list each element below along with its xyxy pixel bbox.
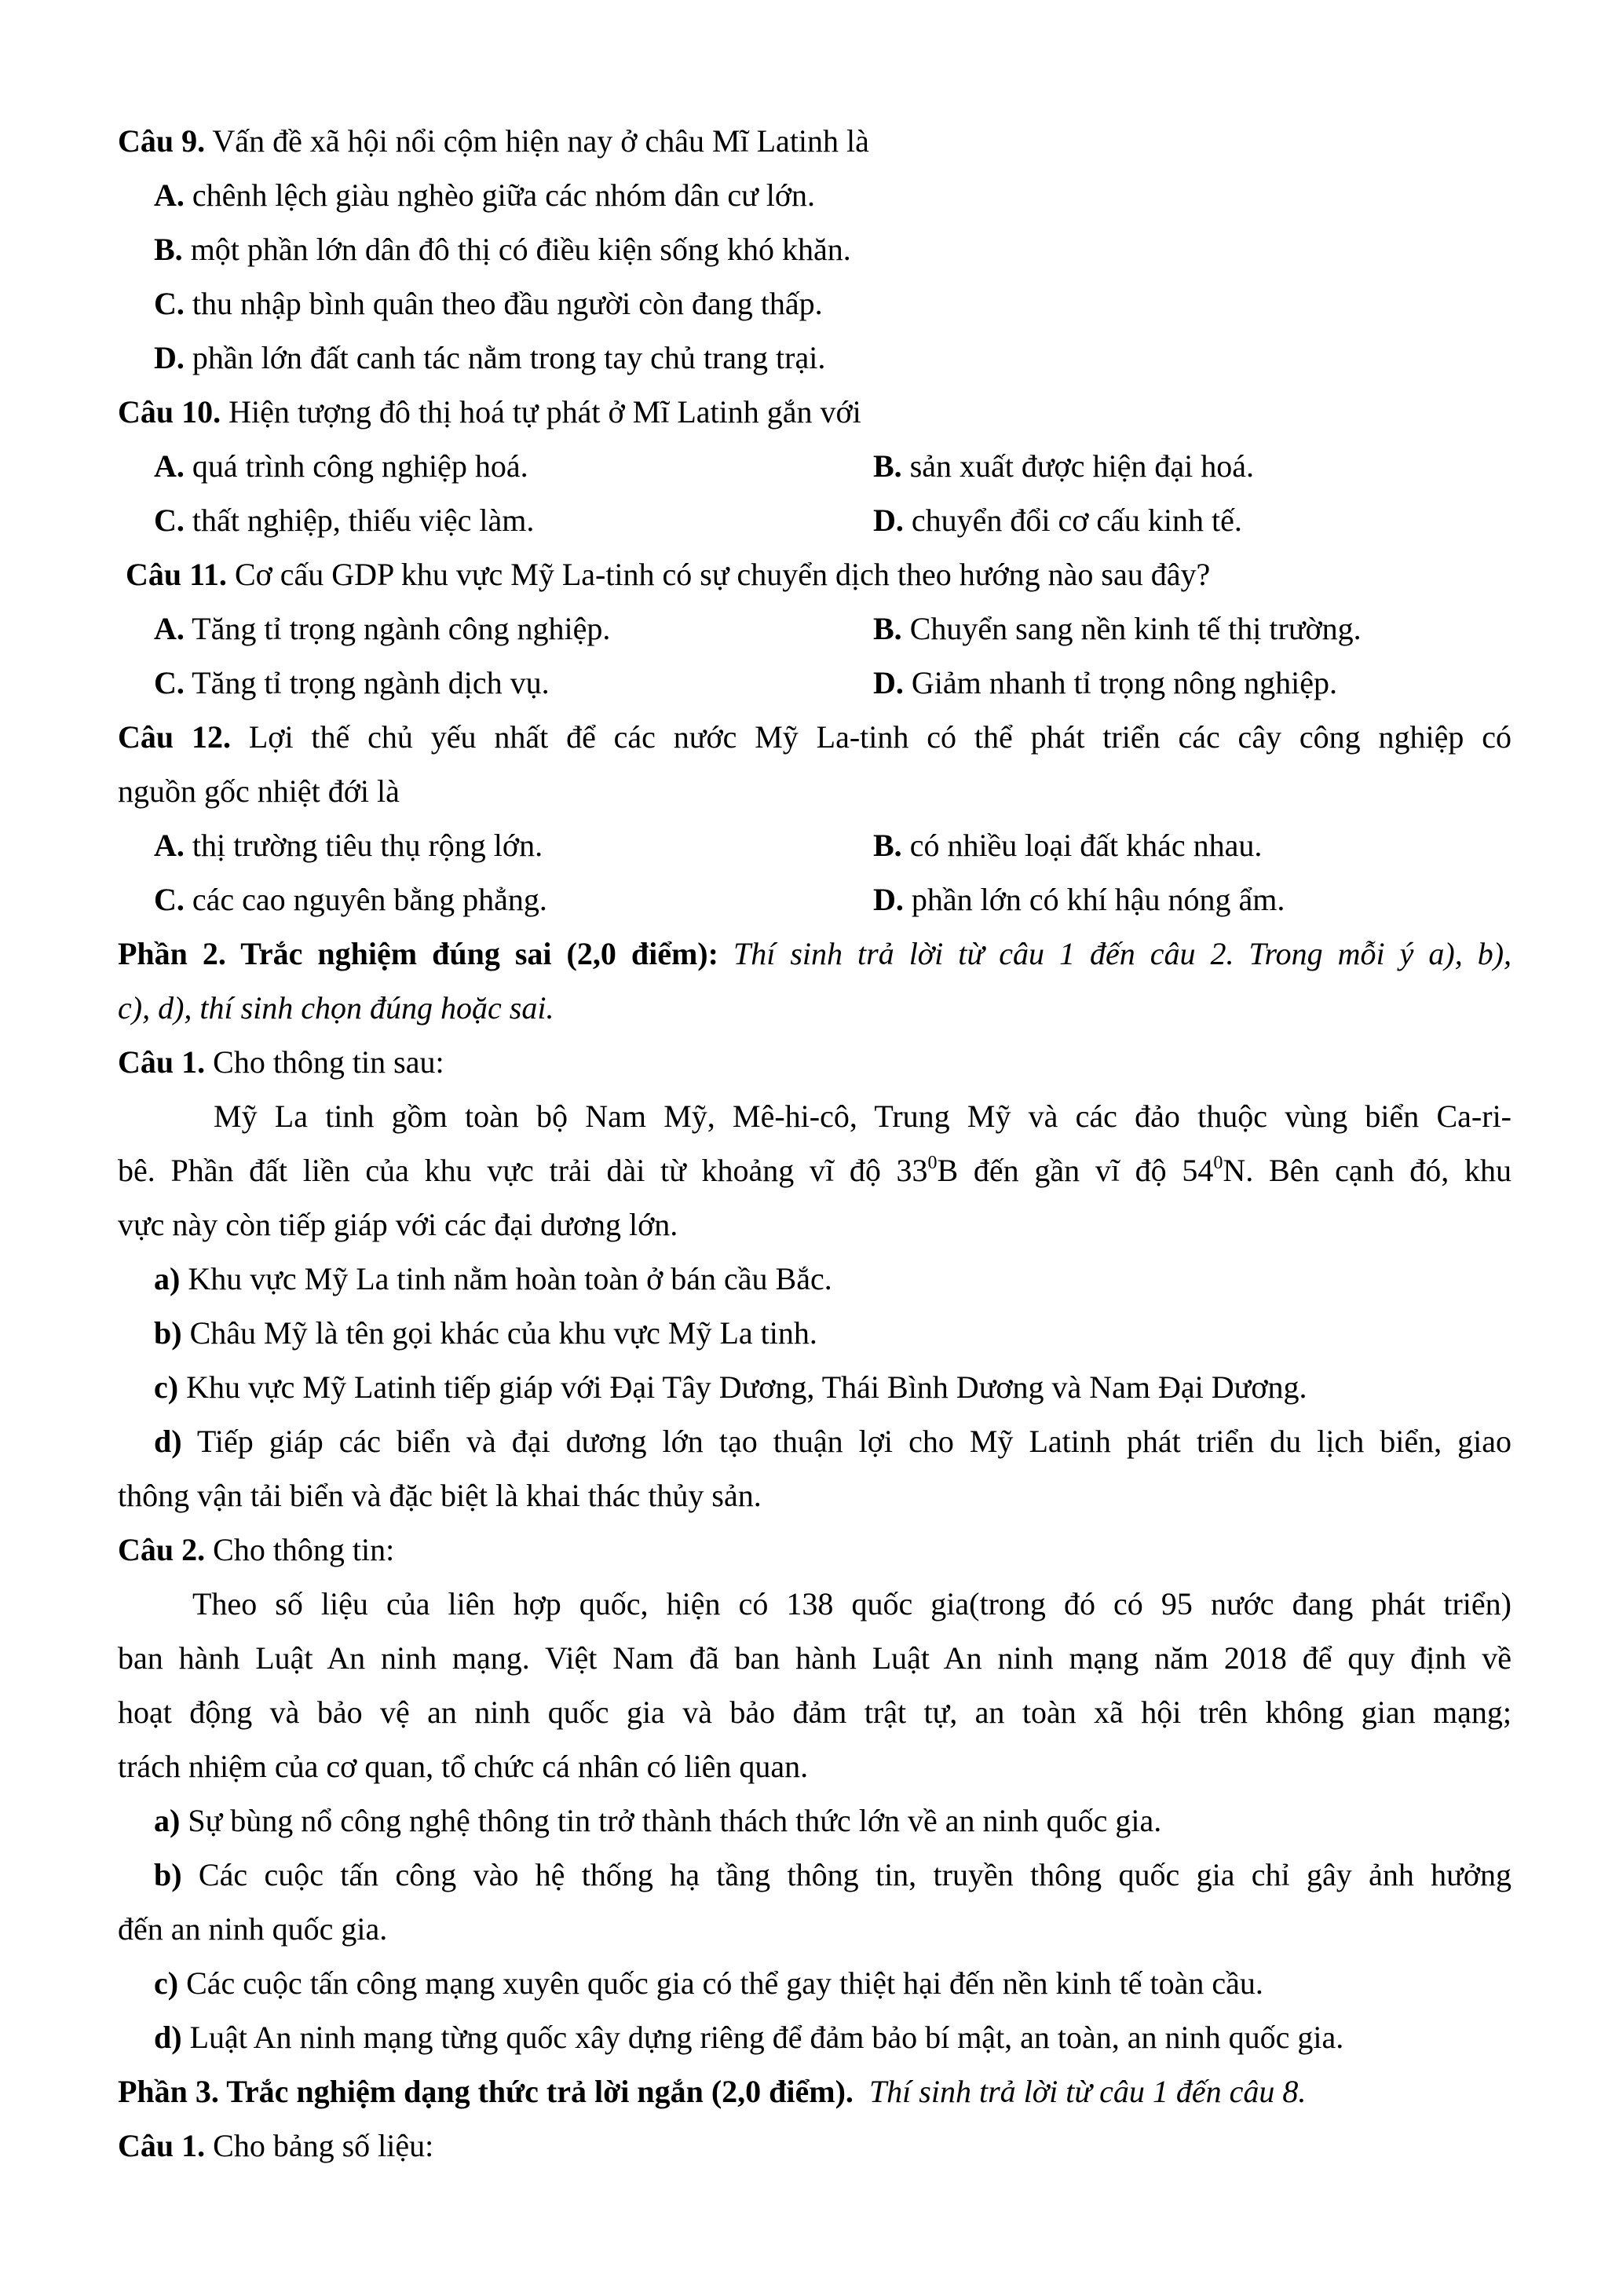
statement-d: d) Luật An ninh mạng từng quốc xây dựng riêng để đảm bảo bí mật, an toàn, an ninh quốc gia.: [154, 2020, 1344, 2055]
question-label: Câu 11.: [126, 557, 227, 592]
question-12: [118, 710, 1512, 764]
question-text: Cho thông tin sau:: [213, 1044, 444, 1080]
p3-question-1: [118, 2119, 1623, 2173]
option-b: B. có nhiều loại đất khác nhau.: [873, 828, 1263, 863]
question-9: [118, 114, 1623, 168]
option-b: B. Chuyển sang nền kinh tế thị trường.: [873, 611, 1362, 646]
question-11: [126, 547, 1623, 601]
passage-line: Theo số liệu của liên hợp quốc, hiện có 138 quốc gia(trong đó có 95 nước đang phát triển): [192, 1586, 1512, 1621]
statement-d-cont: thông vận tải biển và đặc biệt là khai thác thủy sản.: [118, 1478, 762, 1513]
statement-d: d) Tiếp giáp các biển và đại dương lớn tạo thuận lợi cho Mỹ Latinh phát triển du lịch biển, giao: [154, 1424, 1512, 1459]
section-title: Phần 2. Trắc nghiệm đúng sai (2,0 điểm):: [118, 936, 718, 971]
passage-line: vực này còn tiếp giáp với các đại dương lớn.: [118, 1207, 678, 1242]
option-a: A. Tăng tỉ trọng ngành công nghiệp.: [154, 611, 611, 646]
passage-line: hoạt động và bảo vệ an ninh quốc gia và bảo đảm trật tự, an toàn xã hội trên không gian mạng;: [118, 1695, 1512, 1730]
option-d: D. phần lớn có khí hậu nóng ẩm.: [873, 882, 1285, 917]
statement-a: a) Khu vực Mỹ La tinh nằm hoàn toàn ở bán cầu Bắc.: [154, 1261, 832, 1296]
statement-a: a) Sự bùng nổ công nghệ thông tin trở thành thách thức lớn về an ninh quốc gia.: [154, 1803, 1162, 1838]
question-label: Câu 10.: [118, 394, 221, 430]
option-c: C. thu nhập bình quân theo đầu người còn đang thấp.: [154, 286, 823, 321]
question-label: Câu 1.: [118, 2128, 206, 2163]
question-label: Câu 2.: [118, 1532, 206, 1567]
option-b: B. sản xuất được hiện đại hoá.: [873, 448, 1254, 484]
option-b: B. một phần lớn dân đô thị có điều kiện sống khó khăn.: [154, 232, 851, 267]
question-12-cont: nguồn gốc nhiệt đới là: [118, 773, 400, 809]
option-d: D. Giảm nhanh tỉ trọng nông nghiệp.: [873, 665, 1338, 700]
statement-c: c) Các cuộc tấn công mạng xuyên quốc gia có thể gay thiệt hại đến nền kinh tế toàn cầu.: [154, 1965, 1263, 2001]
option-c: C. Tăng tỉ trọng ngành dịch vụ.: [154, 665, 550, 700]
question-label: Câu 1.: [118, 1044, 206, 1080]
option-d: D. phần lớn đất canh tác nằm trong tay chủ trang trại.: [154, 340, 826, 375]
question-text: Cho bảng số liệu:: [213, 2128, 434, 2163]
option-a: A. chênh lệch giàu nghèo giữa các nhóm dân cư lớn.: [154, 177, 816, 213]
option-a: A. quá trình công nghiệp hoá.: [154, 448, 528, 484]
statement-b-cont: đến an ninh quốc gia.: [118, 1911, 388, 1947]
statement-c: c) Khu vực Mỹ Latinh tiếp giáp với Đại Tây Dương, Thái Bình Dương và Nam Đại Dương.: [154, 1369, 1307, 1405]
part2-instruction-cont: c), d), thí sinh chọn đúng hoặc sai.: [118, 990, 554, 1026]
option-d: D. chuyển đổi cơ cấu kinh tế.: [873, 503, 1242, 538]
p2-question-2: [118, 1523, 1623, 1577]
p2-question-1: [118, 1035, 1623, 1089]
part2-heading: [118, 927, 1512, 981]
part3-heading: [118, 2064, 1623, 2119]
question-label: Câu 9.: [118, 123, 206, 159]
question-label: Câu 12.: [118, 719, 231, 755]
passage-line: trách nhiệm của cơ quan, tổ chức cá nhân có liên quan.: [118, 1749, 809, 1784]
question-text: Vấn đề xã hội nổi cộm hiện nay ở châu Mĩ Latinh là: [212, 123, 869, 159]
option-a: A. thị trường tiêu thụ rộng lớn.: [154, 828, 543, 863]
question-text: Cho thông tin:: [213, 1532, 395, 1567]
question-text: Lợi thế chủ yếu nhất để các nước Mỹ La-tinh có thể phát triển các cây công nghiệp có: [248, 719, 1512, 755]
passage-line: bê. Phần đất liền của khu vực trải dài từ khoảng vĩ độ $33^0B$ đến gần vĩ độ $54^0N$. Bên cạnh đó, khu: [118, 1153, 1512, 1188]
section-instruction: Thí sinh trả lời từ câu 1 đến câu 2. Trong mỗi ý a), b),: [733, 936, 1512, 971]
passage-line: Mỹ La tinh gồm toàn bộ Nam Mỹ, Mê-hi-cô, Trung Mỹ và các đảo thuộc vùng biển Ca-ri-: [214, 1099, 1512, 1134]
statement-b: b) Các cuộc tấn công vào hệ thống hạ tầng thông tin, truyền thông quốc gia chỉ gây ảnh hưởng: [154, 1857, 1512, 1892]
passage-line: ban hành Luật An ninh mạng. Việt Nam đã ban hành Luật An ninh mạng năm 2018 để quy định về: [118, 1640, 1512, 1676]
section-title: Phần 3. Trắc nghiệm dạng thức trả lời ngắn (2,0 điểm).: [118, 2074, 854, 2109]
question-10: [118, 385, 1623, 439]
section-instruction: Thí sinh trả lời từ câu 1 đến câu 8.: [868, 2074, 1307, 2109]
statement-b: b) Châu Mỹ là tên gọi khác của khu vực Mỹ La tinh.: [154, 1315, 817, 1351]
option-c: C. thất nghiệp, thiếu việc làm.: [154, 503, 535, 538]
question-text: Cơ cấu GDP khu vực Mỹ La-tinh có sự chuyển dịch theo hướng nào sau đây?: [234, 557, 1211, 592]
option-c: C. các cao nguyên bằng phẳng.: [154, 882, 547, 917]
question-text: Hiện tượng đô thị hoá tự phát ở Mĩ Latinh gắn với: [228, 394, 861, 430]
